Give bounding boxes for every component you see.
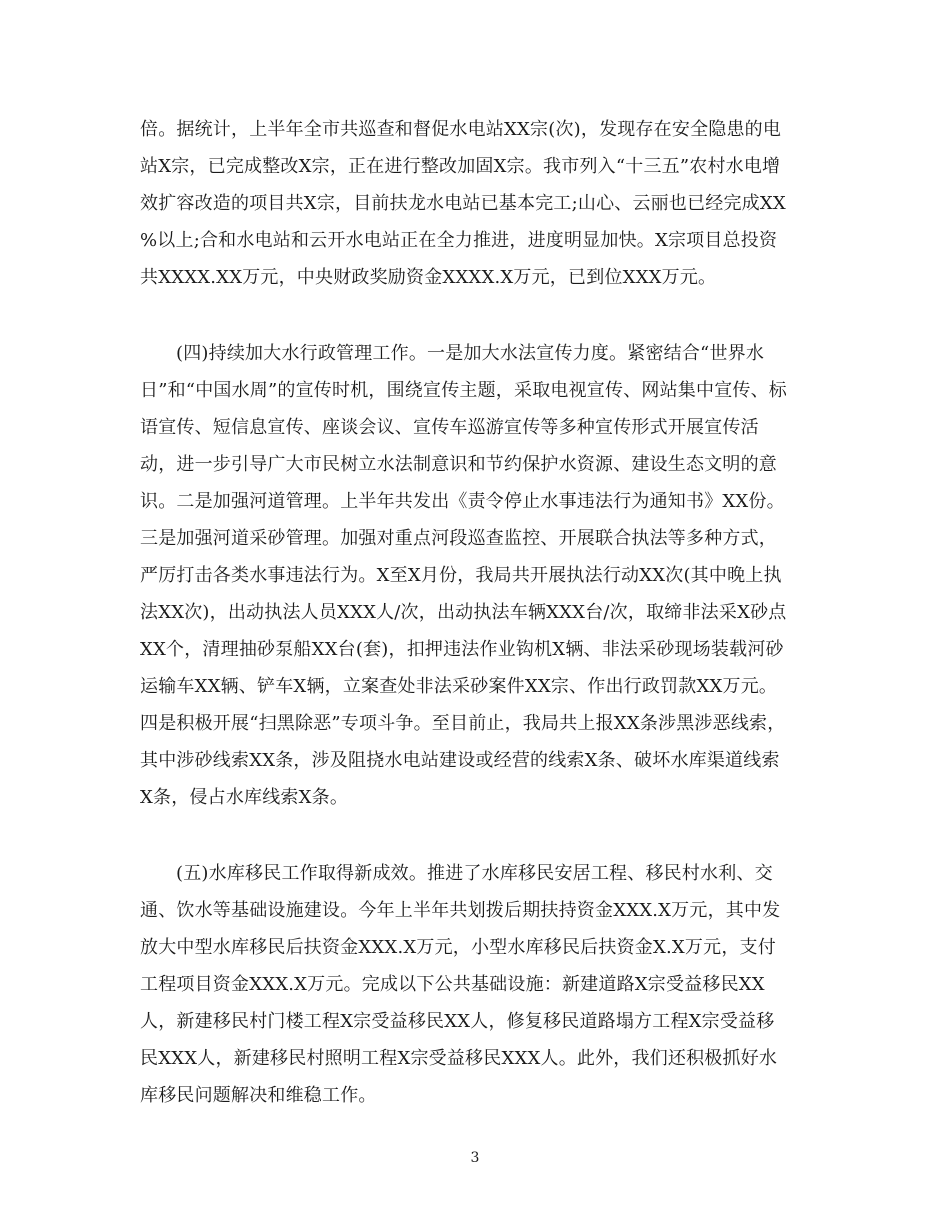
text-line: 运输车XX辆、铲车X辆，立案查处非法采砂案件XX宗、作出行政罚款XX万元。 — [140, 676, 778, 697]
text-line: %以上;合和水电站和云开水电站正在全力推进，进度明显加快。X宗项目总投资 — [140, 230, 778, 251]
text-line: 三是加强河道采砂管理。加强对重点河段巡查监控、开展联合执法等多种方式， — [140, 528, 777, 549]
text-line: 严厉打击各类水事违法行为。X至X月份，我局共开展执法行动XX次(其中晚上执 — [140, 565, 782, 586]
text-line: 通、饮水等基础设施建设。今年上半年共划拨后期扶持资金XXX.X万元，其中发 — [140, 900, 781, 921]
text-line: 站X宗，已完成整改X宗，正在进行整改加固X宗。我市列入“十三五”农村水电增 — [140, 156, 781, 177]
text-line: 动，进一步引导广大市民树立水法制意识和节约保护水资源、建设生态文明的意 — [140, 454, 777, 475]
text-line: (四)持续加大水行政管理工作。一是加大水法宣传力度。紧密结合“世界水 — [176, 343, 765, 364]
text-line: 人，新建移民村门楼工程X宗受益移民XX人，修复移民道路塌方工程X宗受益移 — [140, 1011, 775, 1032]
text-line: 工程项目资金XXX.X万元。完成以下公共基础设施：新建道路X宗受益移民XX — [140, 974, 765, 995]
page-number: 3 — [470, 1150, 480, 1166]
text-line: 其中涉砂线索XX条，涉及阻挠水电站建设或经营的线索X条、破坏水库渠道线索 — [140, 750, 780, 771]
text-line: X条，侵占水库线索X条。 — [140, 787, 349, 808]
text-line: 日”和“中国水周”的宣传时机，围绕宣传主题，采取电视宣传、网站集中宣传、标 — [140, 380, 788, 401]
text-line: 效扩容改造的项目共X宗，目前扶龙水电站已基本完工;山心、云丽也已经完成XX — [140, 193, 786, 214]
text-line: 民XXX人，新建移民村照明工程X宗受益移民XXX人。此外，我们还积极抓好水 — [140, 1048, 778, 1069]
text-line: (五)水库移民工作取得新成效。推进了水库移民安居工程、移民村水利、交 — [176, 863, 773, 884]
text-line: 倍。据统计，上半年全市共巡查和督促水电站XX宗(次)，发现存在安全隐患的电 — [140, 119, 782, 140]
text-line: 识。二是加强河道管理。上半年共发出《责令停止水事违法行为通知书》XX份。 — [140, 491, 785, 512]
text-line: 共XXXX.XX万元，中央财政奖励资金XXXX.X万元，已到位XXX万元。 — [140, 267, 717, 288]
text-line: 语宣传、短信息宣传、座谈会议、宣传车巡游宣传等多种宣传形式开展宣传活 — [140, 417, 759, 438]
text-line: 放大中型水库移民后扶资金XXX.X万元，小型水库移民后扶资金X.X万元，支付 — [140, 937, 776, 958]
text-line: XX个，清理抽砂泵船XX台(套)，扣押违法作业钩机X辆、非法采砂现场装载河砂 — [140, 639, 784, 660]
text-line: 法XX次)，出动执法人员XXX人/次，出动执法车辆XXX台/次，取缔非法采X砂点 — [140, 602, 787, 623]
text-line: 四是积极开展“扫黑除恶”专项斗争。至目前止，我局共上报XX条涉黑涉恶线索， — [140, 713, 786, 734]
text-line: 库移民问题解决和维稳工作。 — [140, 1085, 377, 1106]
